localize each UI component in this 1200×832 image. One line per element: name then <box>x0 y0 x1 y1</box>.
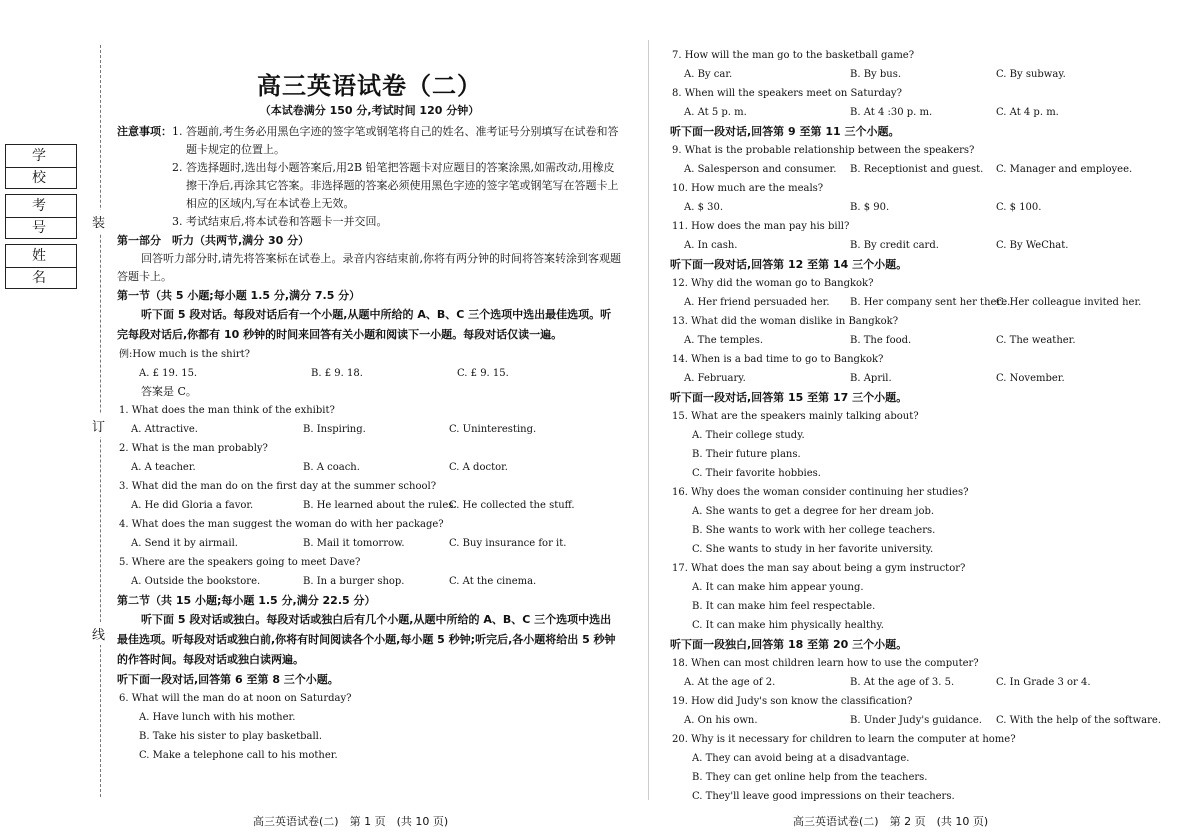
part1-intro: 回答听力部分时,请先将答案标在试卷上。录音内容结束前,你将有两分钟的时间将答案转涂到客观题答题卡上。 <box>117 252 621 283</box>
question-20: 20. Why is it necessary for children to learn the computer at home? <box>672 734 1016 745</box>
footer-page-1: 高三英语试卷(二) 第 1 页 (共 10 页) <box>253 815 449 828</box>
name-label: 姓 名 <box>6 245 76 268</box>
option: C. In Grade 3 or 4. <box>996 677 1091 688</box>
option: A. Salesperson and consumer. <box>684 164 837 175</box>
option-row <box>670 369 1190 388</box>
question: 16. Why does the woman consider continuing her studies? <box>672 487 969 498</box>
option: C. Manager and employee. <box>996 164 1133 175</box>
option: B. £ 9. 18. <box>311 368 363 379</box>
example-answer: 答案是 C。 <box>141 385 197 398</box>
question: 1. What does the man think of the exhibit? <box>119 405 335 416</box>
question: 2. What is the man probably? <box>119 443 268 454</box>
question: 15. What are the speakers mainly talking about? <box>672 411 919 422</box>
option: A. Attractive. <box>131 424 198 435</box>
binding-mark-ding: 订 <box>92 414 105 437</box>
option: C. By subway. <box>996 69 1066 80</box>
option: B. Take his sister to play basketball. <box>139 731 323 742</box>
question: 8. When will the speakers meet on Saturday? <box>672 88 902 99</box>
option: B. Her company sent her there. <box>850 297 1011 308</box>
option: C. They'll leave good impressions on their teachers. <box>692 791 955 802</box>
page-divider <box>648 40 649 800</box>
question-6: 6. What will the man do at noon on Saturday? <box>119 693 352 704</box>
option-row <box>670 673 1190 692</box>
exam-title: 高三英语试卷（二） <box>257 72 482 100</box>
section1-instructions: 听下面 5 段对话。每段对话后有一个小题,从题中所给的 A、B、C 三个选项中选出最佳选项。听完每段对话后,你都有 10 秒钟的时间来回答有关小题和阅读下一小题。每段对话仅读一遍。 <box>117 308 612 341</box>
option: B. He learned about the rules. <box>303 500 457 511</box>
subsection-6-8: 听下面一段对话,回答第 6 至第 8 三个小题。 <box>117 673 339 686</box>
option: A. The temples. <box>684 335 764 346</box>
option: B. April. <box>850 373 892 384</box>
question-list-15-17 <box>670 407 1190 635</box>
option: B. At 4 :30 p. m. <box>850 107 933 118</box>
option: B. It can make him feel respectable. <box>692 601 876 612</box>
note-item: 2. 答选择题时,选出每小题答案后,用2B 铅笔把答题卡对应题目的答案涂黑,如需改动,用橡皮擦干净后,再涂其它答案。非选择题的答案必须使用黑色字迹的签字笔或钢笔写在答题卡上相应的区域内,写在本试卷上无效。 <box>172 161 619 210</box>
option: A. Send it by airmail. <box>131 538 238 549</box>
name-box <box>5 244 77 289</box>
question: 14. When is a bad time to go to Bangkok? <box>672 354 884 365</box>
option-row <box>117 420 622 439</box>
option: B. The food. <box>850 335 912 346</box>
question: 11. How does the man pay his bill? <box>672 221 850 232</box>
option: A. $ 30. <box>684 202 724 213</box>
option: B. Mail it tomorrow. <box>303 538 405 549</box>
question-list-18-19 <box>670 654 1190 730</box>
question: 10. How much are the meals? <box>672 183 824 194</box>
option-row <box>670 236 1190 255</box>
option: B. Their future plans. <box>692 449 801 460</box>
option: B. She wants to work with her college teachers. <box>692 525 936 536</box>
part1-heading: 第一部分 听力（共两节,满分 30 分） <box>117 234 310 247</box>
option: C. Their favorite hobbies. <box>692 468 821 479</box>
option: B. Under Judy's guidance. <box>850 715 982 726</box>
option: B. At the age of 3. 5. <box>850 677 955 688</box>
option: C. At 4 p. m. <box>996 107 1059 118</box>
notes-heading: 注意事项： <box>117 125 172 138</box>
option-row <box>117 534 622 553</box>
question: 7. How will the man go to the basketball game? <box>672 50 915 61</box>
option: A. Their college study. <box>692 430 805 441</box>
option: A. February. <box>684 373 746 384</box>
note-item: 1. 答题前,考生务必用黑色字迹的签字笔或钢笔将自己的姓名、准考证号分别填写在试卷和答题卡规定的位置上。 <box>172 125 619 156</box>
page-2-column <box>670 46 1190 806</box>
option-row <box>670 293 1190 312</box>
question-list-9-11 <box>670 141 1190 255</box>
option: A. £ 19. 15. <box>139 368 198 379</box>
notes-items <box>172 123 622 231</box>
option: C. $ 100. <box>996 202 1042 213</box>
school-box <box>5 144 77 189</box>
option-row <box>670 65 1190 84</box>
question: 18. When can most children learn how to use the computer? <box>672 658 979 669</box>
example-options <box>117 364 622 383</box>
option: C. Uninteresting. <box>449 424 537 435</box>
question: 5. Where are the speakers going to meet Dave? <box>119 557 361 568</box>
section2-heading: 第二节（共 15 小题;每小题 1.5 分,满分 22.5 分） <box>117 594 376 607</box>
option: B. They can get online help from the teachers. <box>692 772 928 783</box>
question: 19. How did Judy's son know the classification? <box>672 696 913 707</box>
binding-mark-xian: 线 <box>92 622 105 645</box>
exam-number-box <box>5 194 77 239</box>
page-1-column <box>117 0 622 765</box>
option: A. In cash. <box>684 240 738 251</box>
school-label: 学 校 <box>6 145 76 168</box>
option: A. By car. <box>684 69 733 80</box>
option-row <box>117 496 622 515</box>
binding-mark-zhuang: 装 <box>92 210 105 233</box>
option: C. By WeChat. <box>996 240 1069 251</box>
option: A. It can make him appear young. <box>692 582 864 593</box>
option: B. Receptionist and guest. <box>850 164 984 175</box>
option-row <box>117 458 622 477</box>
option-row <box>670 331 1190 350</box>
exam-number-label: 考 号 <box>6 195 76 218</box>
option-row <box>670 711 1190 730</box>
option: A. She wants to get a degree for her dream job. <box>692 506 935 517</box>
option: A. A teacher. <box>131 462 196 473</box>
option: A. Her friend persuaded her. <box>684 297 830 308</box>
option: B. $ 90. <box>850 202 890 213</box>
question-list-7-8 <box>670 46 1190 122</box>
option-row <box>670 198 1190 217</box>
exam-subtitle: （本试卷满分 150 分,考试时间 120 分钟） <box>259 104 480 117</box>
option: A. He did Gloria a favor. <box>131 500 254 511</box>
question-list-left <box>117 401 622 591</box>
option: A. Have lunch with his mother. <box>139 712 296 723</box>
option: C. November. <box>996 373 1065 384</box>
subsection-15-17: 听下面一段对话,回答第 15 至第 17 三个小题。 <box>670 391 908 404</box>
question: 9. What is the probable relationship between the speakers? <box>672 145 975 156</box>
option: C. It can make him physically healthy. <box>692 620 884 631</box>
option-row <box>670 160 1190 179</box>
option-row <box>670 103 1190 122</box>
subsection-12-14: 听下面一段对话,回答第 12 至第 14 三个小题。 <box>670 258 908 271</box>
option: A. On his own. <box>684 715 758 726</box>
subsection-9-11: 听下面一段对话,回答第 9 至第 11 三个小题。 <box>670 125 900 138</box>
option: C. At the cinema. <box>449 576 537 587</box>
option: C. With the help of the software. <box>996 715 1162 726</box>
option-row <box>117 572 622 591</box>
option: C. Her colleague invited her. <box>996 297 1142 308</box>
question: 17. What does the man say about being a gym instructor? <box>672 563 966 574</box>
question: 4. What does the man suggest the woman do with her package? <box>119 519 444 530</box>
note-item: 3. 考试结束后,将本试卷和答题卡一并交回。 <box>172 215 388 228</box>
option: B. A coach. <box>303 462 360 473</box>
option: C. A doctor. <box>449 462 508 473</box>
notes-block <box>117 123 622 231</box>
question-list-12-14 <box>670 274 1190 388</box>
question: 12. Why did the woman go to Bangkok? <box>672 278 874 289</box>
subsection-18-20: 听下面一段独白,回答第 18 至第 20 三个小题。 <box>670 638 908 651</box>
question: 3. What did the man do on the first day at the summer school? <box>119 481 437 492</box>
option: C. The weather. <box>996 335 1076 346</box>
option: B. In a burger shop. <box>303 576 405 587</box>
option: B. Inspiring. <box>303 424 366 435</box>
option: A. At 5 p. m. <box>684 107 747 118</box>
footer-page-2: 高三英语试卷(二) 第 2 页 (共 10 页) <box>793 815 989 828</box>
example-question: 例:How much is the shirt? <box>119 349 250 360</box>
question: 13. What did the woman dislike in Bangkok? <box>672 316 899 327</box>
section2-instructions: 听下面 5 段对话或独白。每段对话或独白后有几个小题,从题中所给的 A、B、C 三个选项中选出最佳选项。听每段对话或独白前,你将有时间阅读各个小题,每小题 5 秒钟;听完后,各小题将给出 5 秒钟的作答时间。每段对话或独白读两遍。 <box>117 613 616 666</box>
option: C. She wants to study in her favorite university. <box>692 544 934 555</box>
option: C. Buy insurance for it. <box>449 538 567 549</box>
section1-heading: 第一节（共 5 小题;每小题 1.5 分,满分 7.5 分） <box>117 289 361 302</box>
option: B. By bus. <box>850 69 902 80</box>
option: B. By credit card. <box>850 240 939 251</box>
option: A. They can avoid being at a disadvantage. <box>692 753 910 764</box>
option: C. He collected the stuff. <box>449 500 575 511</box>
option: C. Make a telephone call to his mother. <box>139 750 338 761</box>
option: C. £ 9. 15. <box>457 368 509 379</box>
option: A. Outside the bookstore. <box>131 576 261 587</box>
option: A. At the age of 2. <box>684 677 776 688</box>
